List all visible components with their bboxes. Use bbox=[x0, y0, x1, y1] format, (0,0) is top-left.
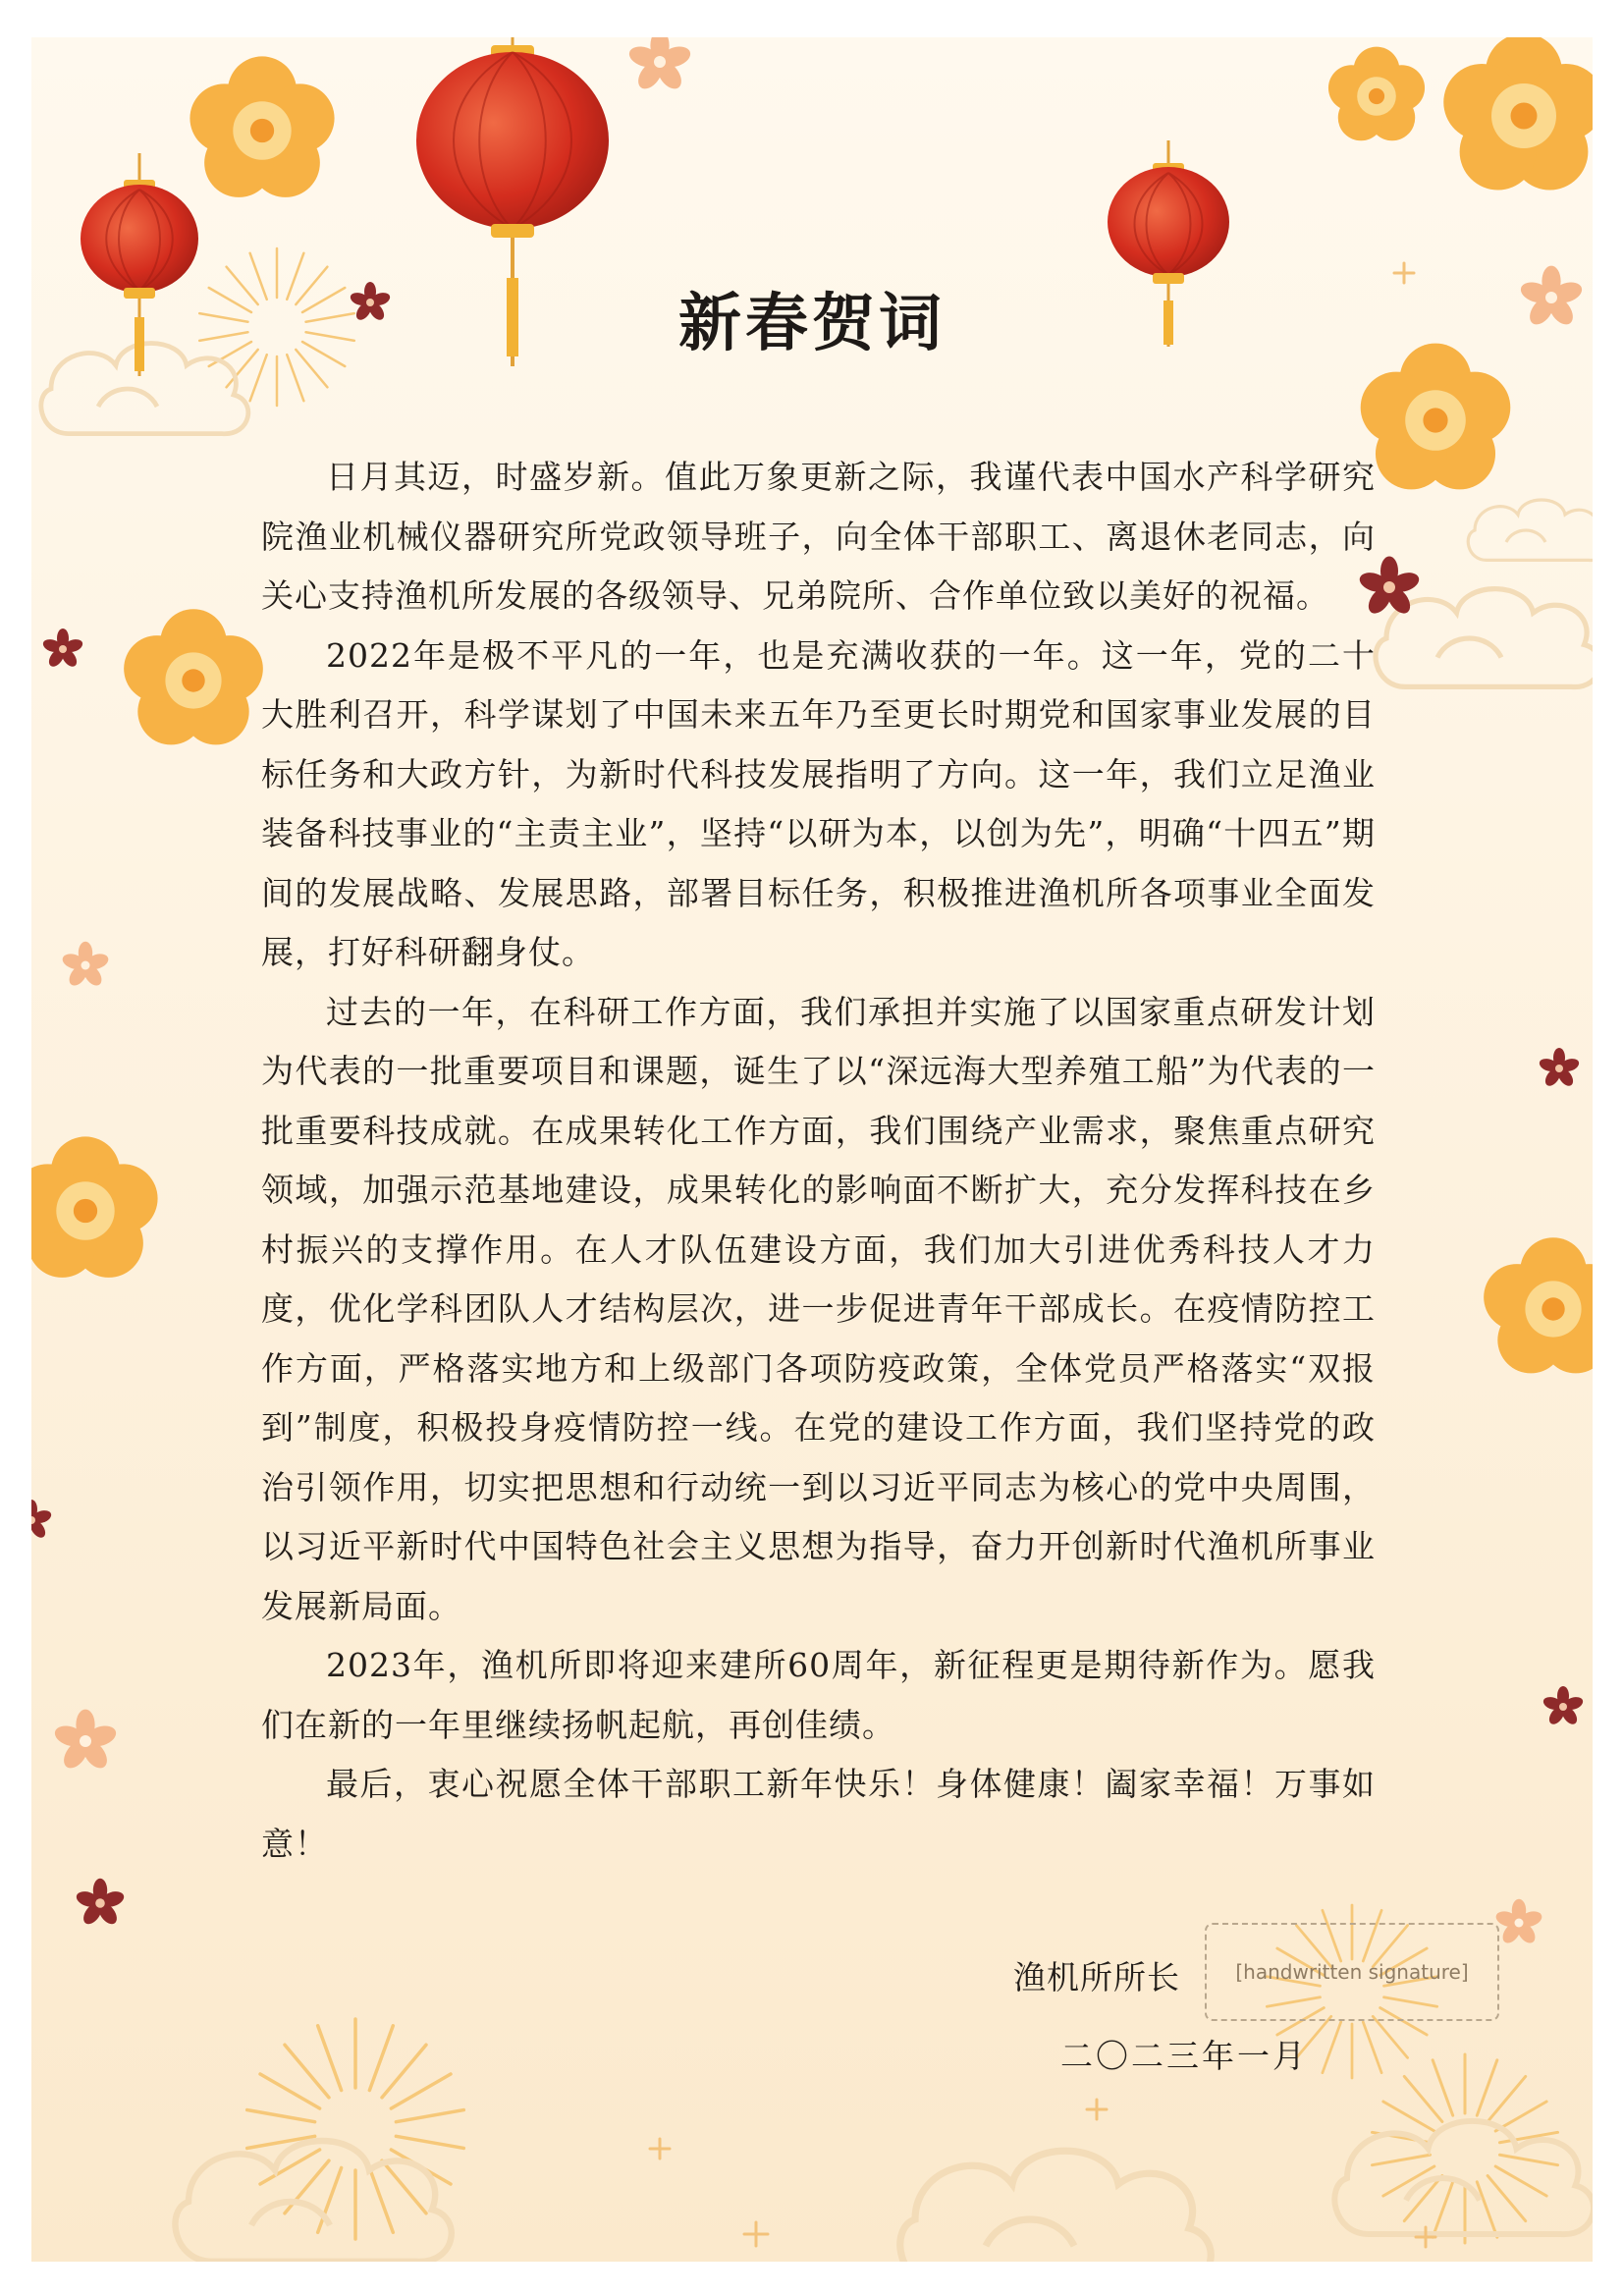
letter-paragraph: 过去的一年，在科研工作方面，我们承担并实施了以国家重点研发计划为代表的一批重要项目和课题，诞生了以“深远海大型养殖工船”为代表的一批重要科技成就。在成果转化工作方面，我们围绕产业需求，聚焦重点研究领域，加强示范基地建设，成果转化的影响面不断扩大，充分发挥科技在乡村振兴的支撑作用。在人才队伍建设方面，我们加大引进优秀科技人才力度，优化学科团队人才结构层次，进一步促进青年干部成长。在疫情防控工作方面，严格落实地方和上级部门各项防疫政策，全体党员严格落实“双报到”制度，积极投身疫情防控一线。在党的建设工作方面，我们坚持党的政治引领作用，切实把思想和行动统一到以习近平同志为核心的党中央周围，以习近平新时代中国特色社会主义思想为指导，奋力开创新时代渔机所事业发展新局面。 bbox=[261, 992, 1376, 1625]
letter-title: 新春贺词 bbox=[678, 287, 946, 360]
letter-paragraph: 2023年，渔机所即将迎来建所60周年，新征程更是期待新作为。愿我们在新的一年里继续扬帆起航，再创佳绩。 bbox=[261, 1646, 1376, 1744]
letter-paragraph: 2022年是极不平凡的一年，也是充满收获的一年。这一年，党的二十大胜利召开，科学谋划了中国未来五年乃至更长时期党和国家事业发展的目标任务和大政方针，为新时代科技发展指明了方向。这一年，我们立足渔业装备科技事业的“主责主业”，坚持“以研为本，以创为先”，明确“十四五”期间的发展战略、发展思路，部署目标任务，积极推进渔机所各项事业全面发展，打好科研翻身仗。 bbox=[261, 635, 1376, 971]
letter-body bbox=[261, 448, 1376, 1874]
signatory-title: 渔机所所长 bbox=[1013, 1958, 1180, 1996]
letter-date: 二〇二三年一月 bbox=[1060, 2037, 1308, 2075]
letter-paragraph: 最后，衷心祝愿全体干部职工新年快乐！身体健康！阖家幸福！万事如意！ bbox=[261, 1765, 1376, 1863]
signature-placeholder: [handwritten signature] bbox=[1205, 1923, 1499, 2021]
letter-sheet bbox=[31, 37, 1593, 2262]
signature-block bbox=[974, 1923, 1524, 2100]
letter-paragraph: 日月其迈，时盛岁新。值此万象更新之际，我谨代表中国水产科学研究院渔业机械仪器研究所党政领导班子，向全体干部职工、离退休老同志，向关心支持渔机所发展的各级领导、兄弟院所、合作单位致以美好的祝福。 bbox=[261, 458, 1376, 615]
